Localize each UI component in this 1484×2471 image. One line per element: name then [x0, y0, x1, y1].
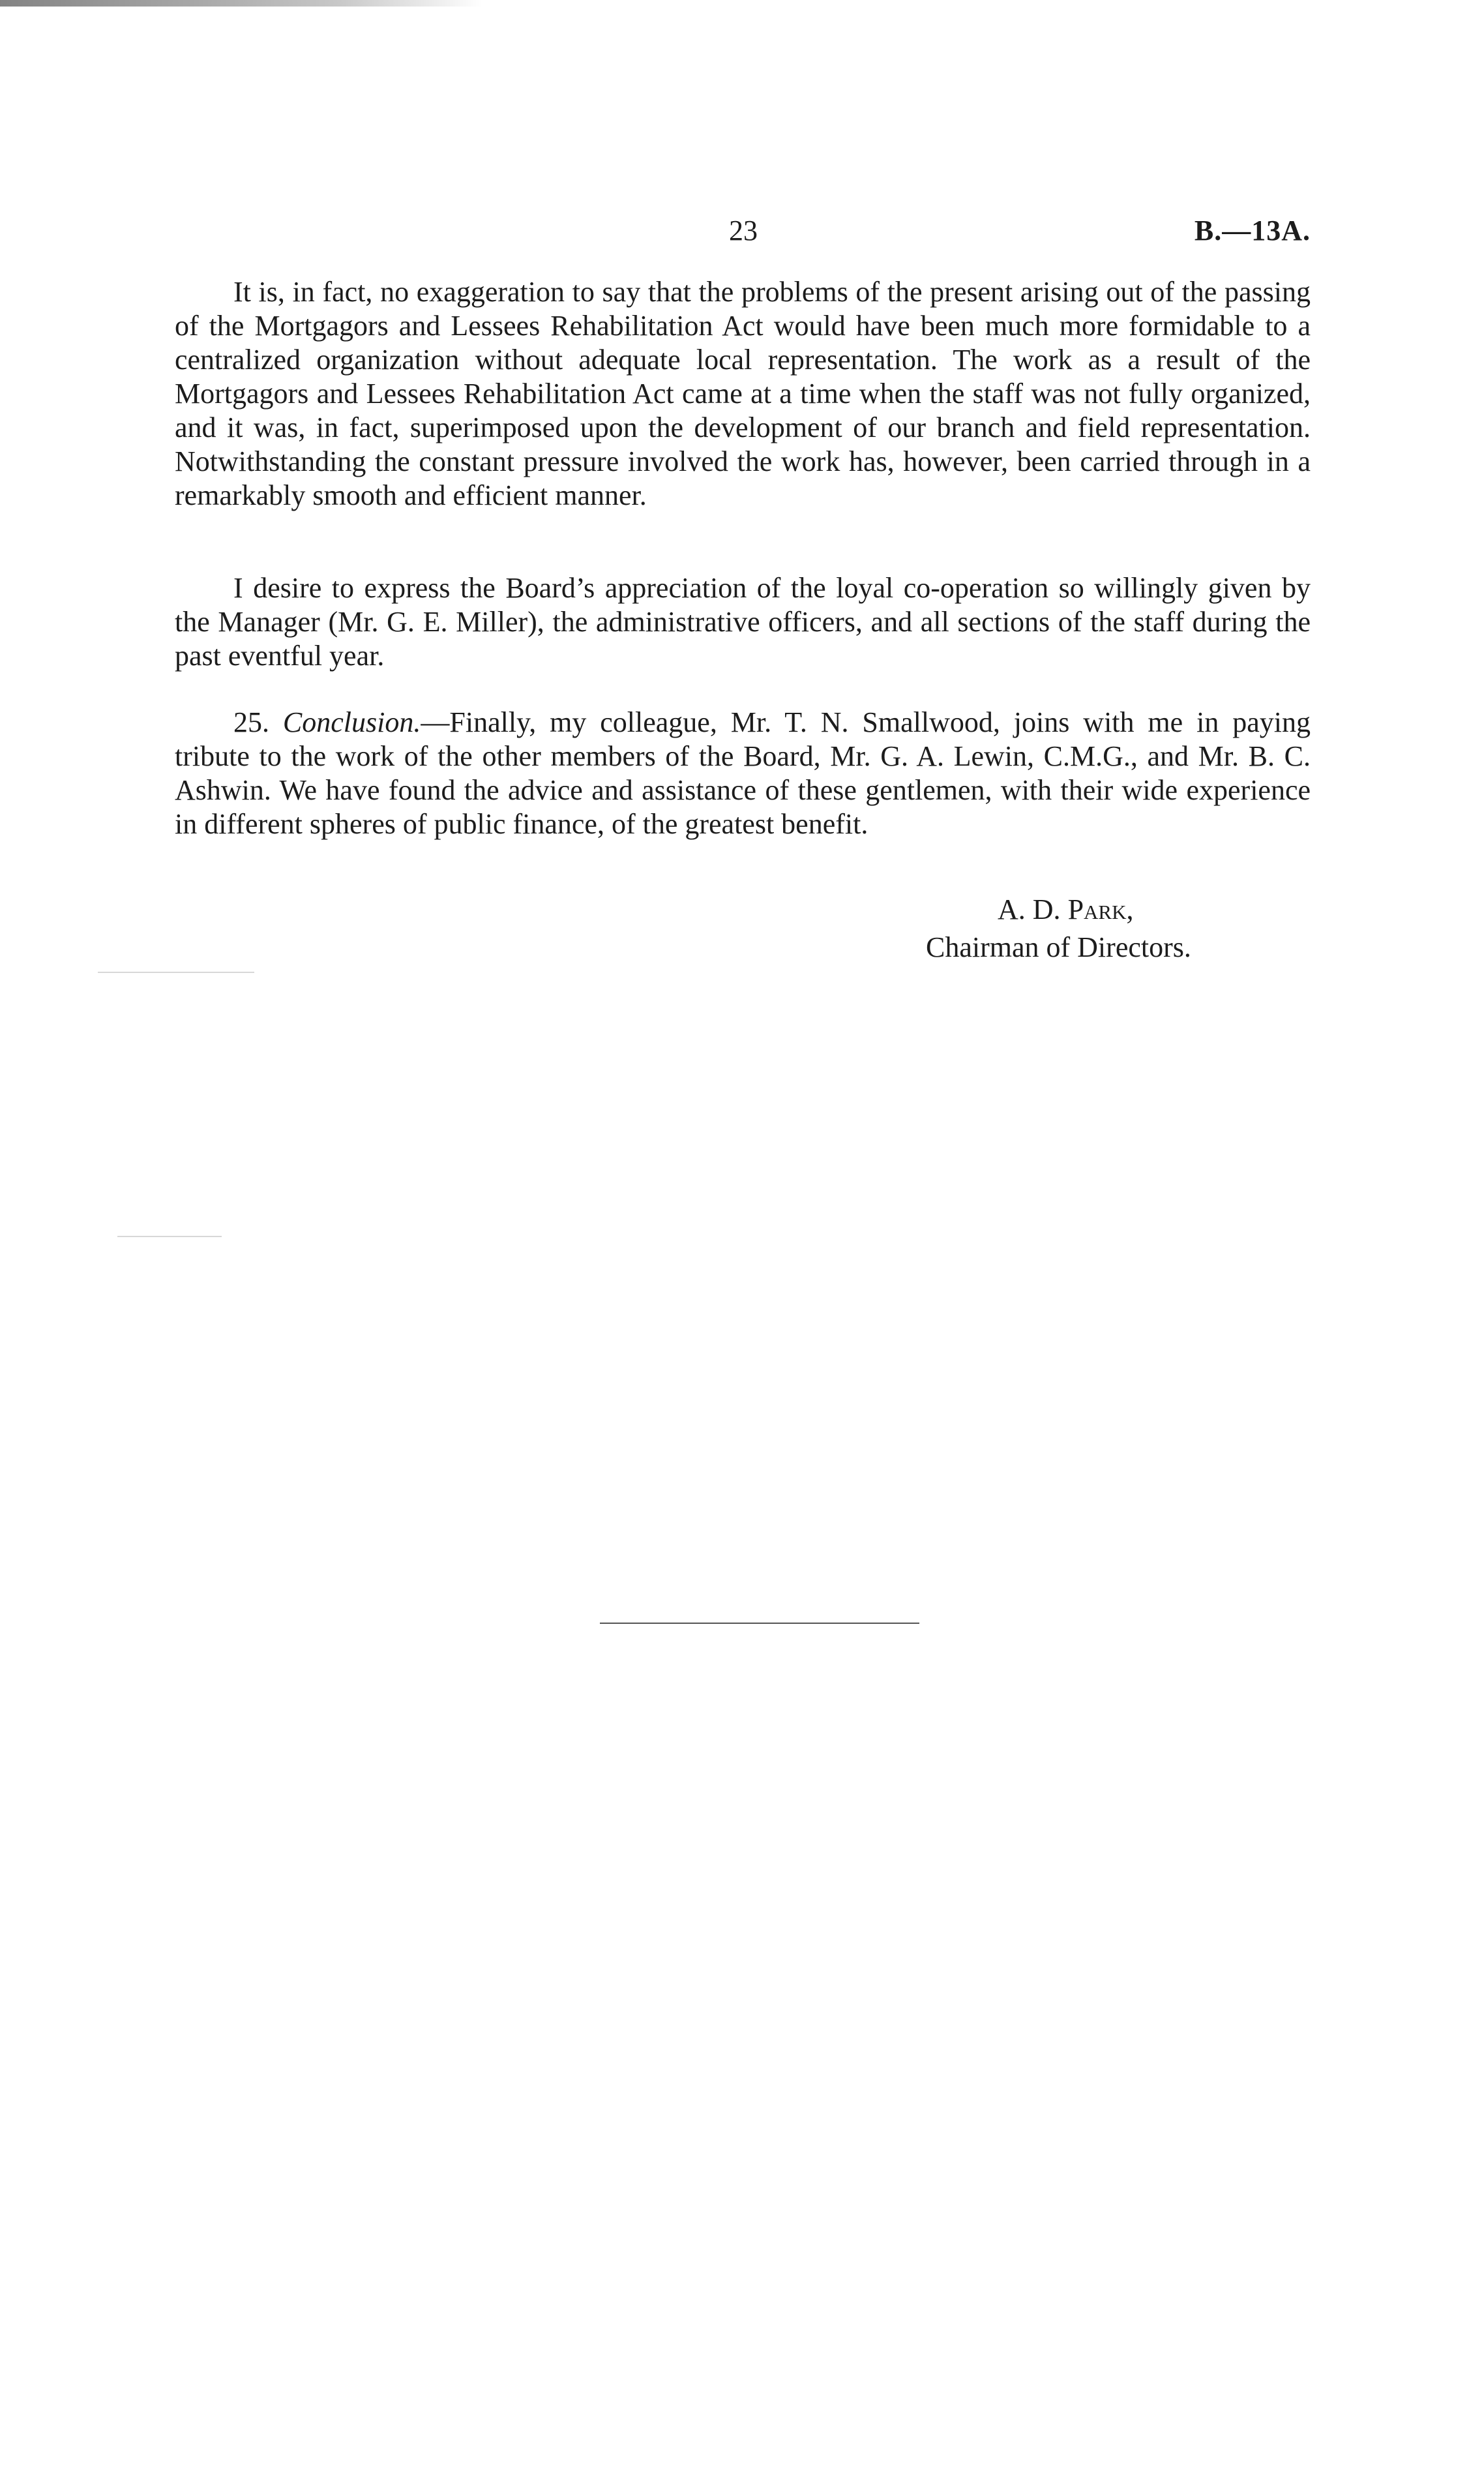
paragraph-problems: It is, in fact, no exaggeration to say that the problems of the present arising out of the passing of the Mortgagors and Lessees Rehabilitation Act would have been much more formidable to a centralized organization without adequate local representation. The work as a result of the Mortgagors and Lessees Rehabilitation Act came at a time when the staff was not fully organized, and it was, in fact, superimposed upon the development of our branch and field representation. Notwithstanding the constant pressure involved the work has, however, been carried through in a remarkably smooth and efficient manner.	[175, 276, 1311, 511]
scan-speck	[98, 972, 254, 973]
paragraph-conclusion	[175, 706, 1311, 841]
signatory-title: Chairman of Directors.	[926, 931, 1191, 963]
document-reference: B.—13A.	[1194, 215, 1311, 247]
page-number: 23	[729, 215, 758, 247]
scan-edge-mark	[0, 0, 482, 7]
paragraph-appreciation: I desire to express the Board’s appreciation of the loyal co-operation so willingly given by the Manager (Mr. G. E. Miller), the administrative officers, and all sections of the staff during the past eventful year.	[175, 572, 1311, 672]
scan-speck	[117, 1236, 222, 1237]
closing-rule	[600, 1623, 919, 1624]
conclusion-heading: Conclusion.	[282, 706, 421, 738]
signatory-initials: A. D.	[998, 893, 1068, 925]
conclusion-text: —Finally, my colleague, Mr. T. N. Smallwood, joins with me in paying tribute to the work of the other members of the Board, Mr. G. A. Lewin, C.M.G., and Mr. B. C. Ashwin. We have found the advice and assistance of these gentlemen, with their wide experience in different spheres of public finance, of the greatest benefit.	[175, 706, 1311, 840]
signatory-comma: ,	[1126, 893, 1134, 925]
conclusion-number: 25.	[233, 706, 269, 738]
signatory-surname: Park	[1067, 893, 1127, 925]
signatory-name	[926, 891, 1311, 929]
signature-block	[926, 891, 1311, 966]
